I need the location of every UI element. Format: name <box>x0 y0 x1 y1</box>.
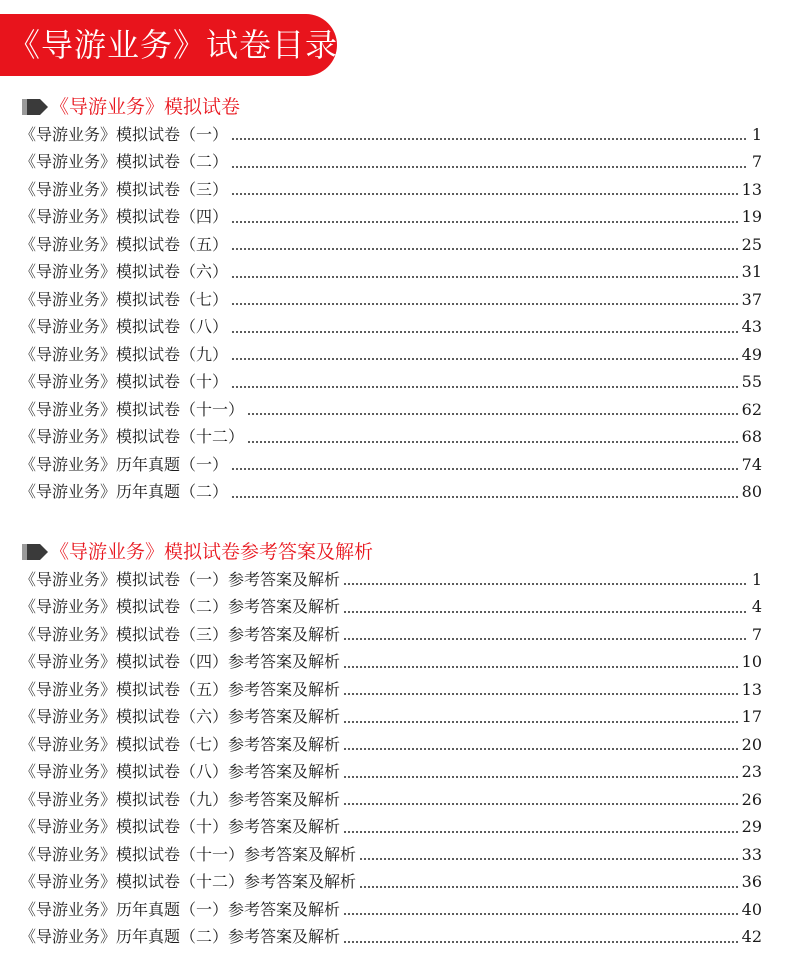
dot-leader <box>231 166 748 168</box>
toc-entry-page-number: 31 <box>741 262 762 282</box>
toc-entry-label: 《导游业务》模拟试卷（十二）参考答案及解析 <box>20 872 357 892</box>
dot-leader <box>231 193 738 195</box>
dot-leader <box>343 913 738 915</box>
dot-leader <box>231 468 738 470</box>
toc-entry-page-number: 55 <box>741 372 762 392</box>
toc-entry-page-number: 4 <box>751 597 762 617</box>
toc-entry[interactable] <box>20 924 762 952</box>
dot-leader <box>343 666 738 668</box>
toc-entry-page-number: 43 <box>741 317 762 337</box>
toc-entry-page-number: 1 <box>751 569 762 589</box>
section-header <box>0 540 790 566</box>
toc-entry-label: 《导游业务》历年真题（一）参考答案及解析 <box>20 899 341 919</box>
toc-entry-page-number: 20 <box>741 734 762 754</box>
toc-entry[interactable] <box>20 204 762 232</box>
toc-entry-page-number: 13 <box>741 179 762 199</box>
toc-entry[interactable] <box>20 231 762 259</box>
toc-entry-label: 《导游业务》模拟试卷（十二） <box>20 427 245 447</box>
toc-entry[interactable] <box>20 841 762 869</box>
dot-leader <box>231 358 738 360</box>
toc-entry[interactable] <box>20 341 762 369</box>
toc-entry-page-number: 42 <box>741 927 762 947</box>
toc-entry[interactable] <box>20 869 762 897</box>
toc-entry-label: 《导游业务》模拟试卷（八） <box>20 317 229 337</box>
dot-leader <box>231 386 738 388</box>
page-title: 《导游业务》试卷目录 <box>8 26 339 64</box>
dot-leader <box>231 138 748 140</box>
toc-entry-label: 《导游业务》模拟试卷（九） <box>20 344 229 364</box>
toc-entry[interactable] <box>20 286 762 314</box>
toc-entry[interactable] <box>20 786 762 814</box>
toc-entry[interactable] <box>20 704 762 732</box>
dot-leader <box>359 886 738 888</box>
toc-entry-page-number: 1 <box>751 124 762 144</box>
section-title: 《导游业务》模拟试卷 <box>50 96 241 118</box>
toc-entry-label: 《导游业务》模拟试卷（五）参考答案及解析 <box>20 679 341 699</box>
section-bullet-icon <box>22 543 52 561</box>
toc-entry-label: 《导游业务》模拟试卷（二）参考答案及解析 <box>20 597 341 617</box>
toc-entry[interactable] <box>20 759 762 787</box>
toc-entry-page-number: 13 <box>741 679 762 699</box>
toc-entry[interactable] <box>20 621 762 649</box>
toc-entry-label: 《导游业务》模拟试卷（三） <box>20 179 229 199</box>
toc-entry-page-number: 7 <box>751 624 762 644</box>
toc-entry-label: 《导游业务》模拟试卷（七）参考答案及解析 <box>20 734 341 754</box>
toc-entry-page-number: 7 <box>751 152 762 172</box>
dot-leader <box>343 693 738 695</box>
section-header <box>0 95 790 121</box>
toc-entry[interactable] <box>20 314 762 342</box>
toc-entry-label: 《导游业务》模拟试卷（九）参考答案及解析 <box>20 789 341 809</box>
toc-entry[interactable] <box>20 731 762 759</box>
toc-entry-page-number: 62 <box>741 399 762 419</box>
toc-entry-label: 《导游业务》模拟试卷（六）参考答案及解析 <box>20 707 341 727</box>
toc-list <box>0 121 790 506</box>
toc-entry[interactable] <box>20 396 762 424</box>
dot-leader <box>343 941 738 943</box>
section-bullet-icon <box>22 98 52 116</box>
title-banner <box>0 14 337 76</box>
toc-entry-label: 《导游业务》模拟试卷（五） <box>20 234 229 254</box>
toc-entry-page-number: 10 <box>741 652 762 672</box>
dot-leader <box>231 221 738 223</box>
toc-entry-label: 《导游业务》模拟试卷（三）参考答案及解析 <box>20 624 341 644</box>
toc-entry-page-number: 19 <box>741 207 762 227</box>
toc-entry[interactable] <box>20 896 762 924</box>
dot-leader <box>343 831 738 833</box>
toc-entry-page-number: 23 <box>741 762 762 782</box>
toc-entry-page-number: 68 <box>741 427 762 447</box>
section-mock-exams <box>0 95 790 506</box>
toc-entry[interactable] <box>20 451 762 479</box>
toc-entry-label: 《导游业务》模拟试卷（六） <box>20 262 229 282</box>
toc-entry[interactable] <box>20 369 762 397</box>
toc-entry-page-number: 29 <box>741 817 762 837</box>
toc-entry-page-number: 17 <box>741 707 762 727</box>
toc-entry-label: 《导游业务》模拟试卷（七） <box>20 289 229 309</box>
dot-leader <box>247 441 738 443</box>
toc-entry-label: 《导游业务》模拟试卷（十一）参考答案及解析 <box>20 844 357 864</box>
toc-entry-page-number: 26 <box>741 789 762 809</box>
dot-leader <box>343 638 748 640</box>
dot-leader <box>343 803 738 805</box>
dot-leader <box>343 776 738 778</box>
dot-leader <box>231 248 738 250</box>
toc-entry-page-number: 40 <box>741 899 762 919</box>
section-answers <box>0 540 790 951</box>
toc-entry[interactable] <box>20 121 762 149</box>
toc-entry-label: 《导游业务》模拟试卷（二） <box>20 152 229 172</box>
toc-entry-label: 《导游业务》模拟试卷（十） <box>20 372 229 392</box>
toc-entry[interactable] <box>20 594 762 622</box>
toc-entry-label: 《导游业务》模拟试卷（四） <box>20 207 229 227</box>
toc-entry-page-number: 36 <box>741 872 762 892</box>
toc-entry[interactable] <box>20 676 762 704</box>
toc-entry-label: 《导游业务》模拟试卷（十）参考答案及解析 <box>20 817 341 837</box>
toc-entry[interactable] <box>20 566 762 594</box>
dot-leader <box>231 496 738 498</box>
dot-leader <box>343 748 738 750</box>
toc-entry-page-number: 25 <box>741 234 762 254</box>
toc-entry-page-number: 37 <box>741 289 762 309</box>
toc-entry-label: 《导游业务》模拟试卷（四）参考答案及解析 <box>20 652 341 672</box>
toc-entry[interactable] <box>20 479 762 507</box>
toc-entry-label: 《导游业务》历年真题（二） <box>20 482 229 502</box>
toc-entry[interactable] <box>20 259 762 287</box>
toc-entry-label: 《导游业务》模拟试卷（一） <box>20 124 229 144</box>
toc-entry-page-number: 49 <box>741 344 762 364</box>
dot-leader <box>343 611 748 613</box>
toc-entry-label: 《导游业务》历年真题（一） <box>20 454 229 474</box>
dot-leader <box>231 331 738 333</box>
dot-leader <box>343 583 748 585</box>
toc-entry[interactable] <box>20 149 762 177</box>
toc-entry-label: 《导游业务》模拟试卷（一）参考答案及解析 <box>20 569 341 589</box>
toc-entry[interactable] <box>20 649 762 677</box>
dot-leader <box>231 303 738 305</box>
toc-entry-page-number: 80 <box>741 482 762 502</box>
dot-leader <box>343 721 738 723</box>
toc-entry-page-number: 74 <box>741 454 762 474</box>
toc-entry[interactable] <box>20 814 762 842</box>
dot-leader <box>359 858 738 860</box>
dot-leader <box>231 276 738 278</box>
toc-entry-page-number: 33 <box>741 844 762 864</box>
toc-entry-label: 《导游业务》模拟试卷（八）参考答案及解析 <box>20 762 341 782</box>
dot-leader <box>247 413 738 415</box>
toc-entry[interactable] <box>20 424 762 452</box>
toc-entry-label: 《导游业务》模拟试卷（十一） <box>20 399 245 419</box>
toc-entry-label: 《导游业务》历年真题（二）参考答案及解析 <box>20 927 341 947</box>
section-title: 《导游业务》模拟试卷参考答案及解析 <box>50 541 374 563</box>
toc-list <box>0 566 790 951</box>
toc-entry[interactable] <box>20 176 762 204</box>
